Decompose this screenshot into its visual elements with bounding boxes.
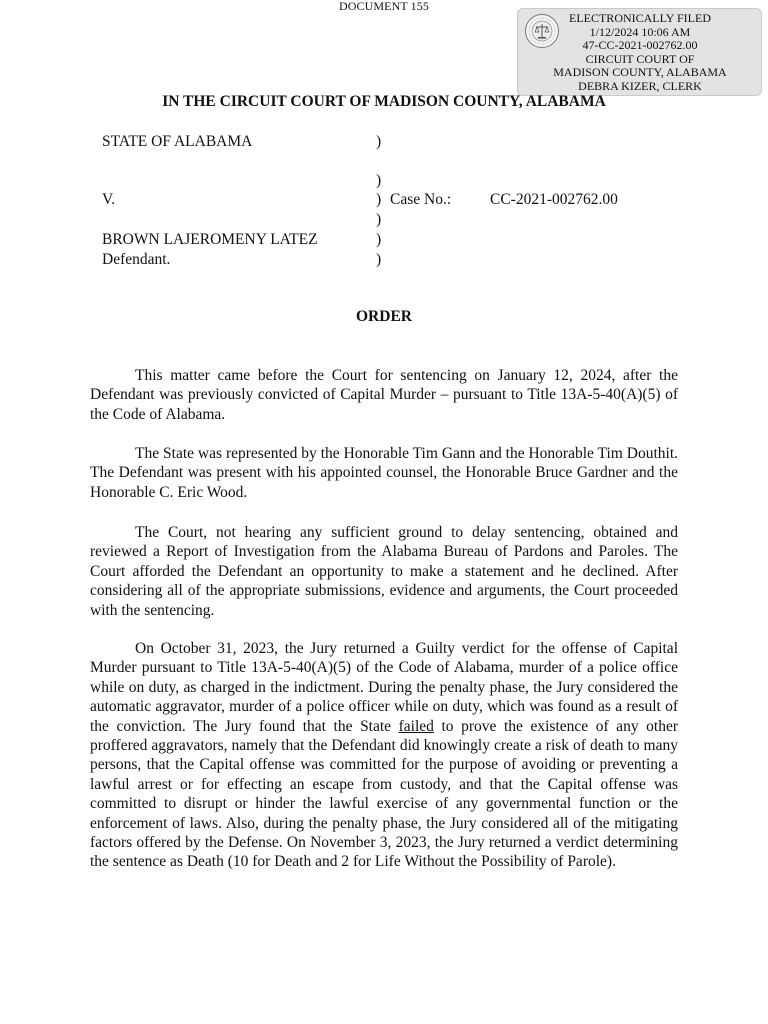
filing-stamp-text — [546, 12, 734, 94]
underlined-word: failed — [398, 717, 434, 735]
stamp-line: CIRCUIT COURT OF — [585, 51, 695, 66]
plaintiff-name: STATE OF ALABAMA — [102, 133, 253, 150]
caption-paren: ) — [376, 191, 382, 208]
paragraph-investigation: The Court, not hearing any sufficient ground to delay sentencing, obtained and reviewed a Report of Investigation from the Alabama Bureau of Pardons and Paroles. The Court afforded the Defendant an opportunity to make a statement and he declined. After considering all of the appropriate submissions, evidence and arguments, the Court proceeded with the sentencing. — [90, 524, 678, 619]
caption-paren: ) — [376, 211, 382, 228]
document-number: DOCUMENT 155 — [339, 0, 429, 13]
stamp-line: ELECTRONICALLY FILED — [568, 11, 711, 25]
court-heading: IN THE CIRCUIT COURT OF MADISON COUNTY, ALABAMA — [162, 93, 606, 110]
defendant-role: Defendant. — [102, 251, 171, 268]
caption-paren: ) — [376, 231, 382, 248]
caption-paren: ) — [376, 251, 382, 268]
caption-paren: ) — [376, 172, 382, 189]
paragraph-sentencing: This matter came before the Court for sentencing on January 12, 2024, after the Defendant was previously convicted of Capital Murder – pursuant to Title 13A-5-40(A)(5) of the Code of Alabama. — [90, 367, 678, 423]
paragraph-representation: The State was represented by the Honorable Tim Gann and the Honorable Tim Douthit. The Defendant was present with his appointed counsel, the Honorable Bruce Gardner and the Honorable C. Eric Wood. — [90, 445, 678, 501]
filing-stamp — [517, 8, 762, 96]
paragraph-verdict-text: On October 31, 2023, the Jury returned a Guilty verdict for the offense of Capital Murder pursuant to Title 13A-5-40(A)(5) of the Code of Alabama, murder of a police office while on duty, as charged in the indictment. During the penalty phase, the Jury considered the automatic aggravator, murder of a police officer while on duty, which was found as a result of the conviction. The Jury found that the State — [90, 640, 678, 735]
case-number-value: CC-2021-002762.00 — [490, 191, 618, 208]
caption-paren: ) — [376, 133, 382, 150]
case-number-label: Case No.: — [390, 191, 452, 208]
paragraph-verdict — [90, 639, 678, 872]
order-title: ORDER — [356, 308, 412, 325]
versus-label: V. — [102, 191, 116, 208]
stamp-line: DEBRA KIZER, CLERK — [578, 78, 702, 93]
defendant-name: BROWN LAJEROMENY LATEZ — [102, 231, 318, 248]
stamp-line: 47-CC-2021-002762.00 — [582, 38, 698, 53]
stamp-line: 1/12/2024 10:06 AM — [589, 24, 691, 39]
stamp-line: MADISON COUNTY, ALABAMA — [553, 65, 727, 80]
paragraph-verdict-text: to prove the existence of any other proffered aggravators, namely that the Defendant did knowingly create a risk of death to many persons, that the Capital offense was committed for the purpose of avoiding or preventing a lawful arrest or for effecting an escape from custody, and that the Capital offense was committed to disrupt or hinder the lawful exercise of any governmental function or the enforcement of laws. Also, during the penalty phase, the Jury considered all of the mitigating factors offered by the Defense. On November 3, 2023, the Jury returned a verdict determining the sentence as Death (10 for Death and 2 for Life Without the Possibility of Parole). — [90, 717, 678, 871]
